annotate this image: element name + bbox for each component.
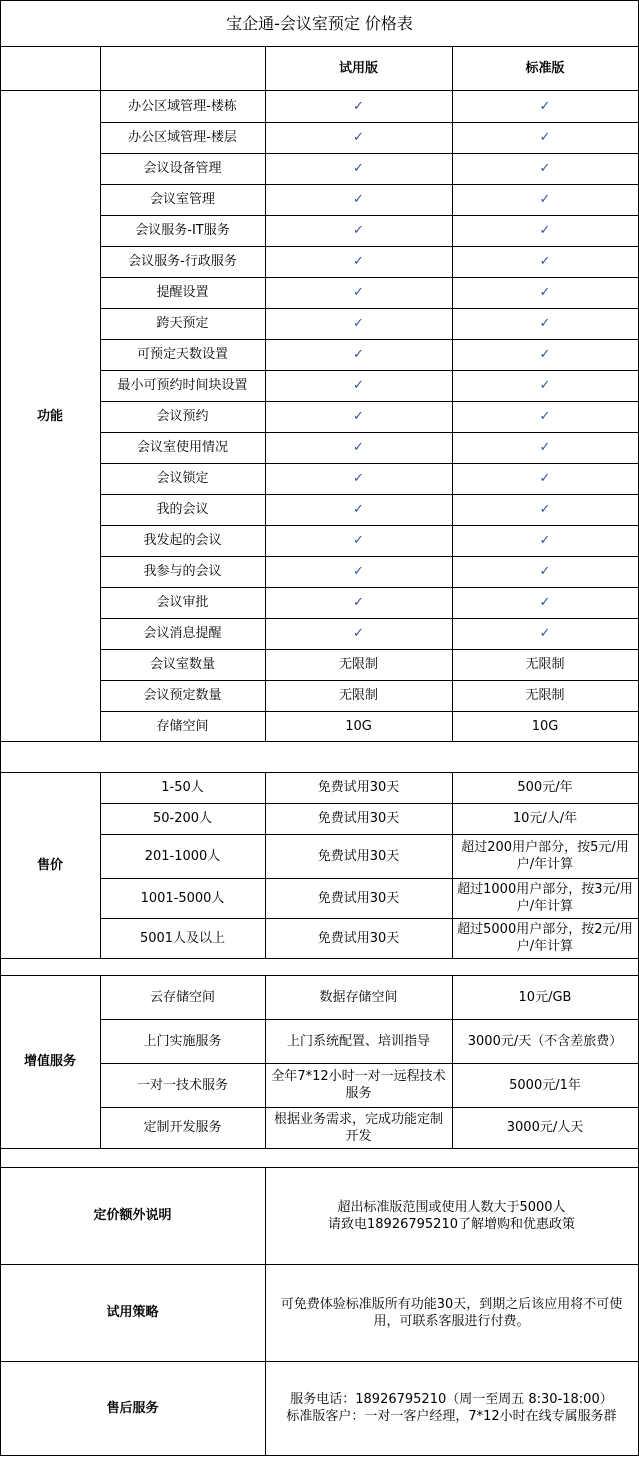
check-icon: ✓ xyxy=(539,409,551,424)
tier-name: 1001-5000人 xyxy=(140,890,225,906)
check-icon: ✓ xyxy=(539,595,551,610)
check-icon: ✓ xyxy=(539,564,551,579)
check-icon: ✓ xyxy=(353,533,364,548)
note-line: 超出标准版范围或使用人数大于5000人 xyxy=(337,1199,566,1215)
grid-line xyxy=(0,975,1,1149)
feature-value-standard: 无限制 xyxy=(525,657,565,672)
grid-line xyxy=(0,958,1,976)
check-icon: ✓ xyxy=(539,316,551,331)
service-name: 一对一技术服务 xyxy=(136,1077,228,1093)
check-icon: ✓ xyxy=(539,223,551,238)
tier-trial-price: 免费试用30天 xyxy=(317,930,400,946)
grid-line xyxy=(0,772,1,959)
check-icon: ✓ xyxy=(539,502,551,517)
grid-line xyxy=(0,1148,1,1168)
service-price: 10元/GB xyxy=(518,989,572,1005)
feature-name: 我发起的会议 xyxy=(143,533,222,548)
grid-line xyxy=(100,975,101,1149)
check-icon: ✓ xyxy=(353,130,364,145)
feature-name: 会议室管理 xyxy=(149,192,215,207)
grid-line xyxy=(0,0,639,1)
service-name: 云存储空间 xyxy=(149,989,215,1005)
check-icon: ✓ xyxy=(353,409,364,424)
note-content xyxy=(265,1167,638,1264)
service-price: 5000元/1年 xyxy=(509,1077,581,1093)
feature-name: 会议消息提醒 xyxy=(143,626,222,641)
grid-line xyxy=(452,90,453,742)
feature-name: 我的会议 xyxy=(156,502,209,517)
check-icon: ✓ xyxy=(539,161,551,176)
check-icon: ✓ xyxy=(539,471,551,486)
note-line: 请致电18926795210了解增购和优惠政策 xyxy=(328,1216,575,1232)
check-icon: ✓ xyxy=(539,626,551,641)
grid-line xyxy=(0,1148,639,1149)
tier-trial-price: 免费试用30天 xyxy=(317,811,400,826)
check-icon: ✓ xyxy=(353,347,364,362)
tier-trial-price: 免费试用30天 xyxy=(317,890,400,906)
check-icon: ✓ xyxy=(353,564,364,579)
check-icon: ✓ xyxy=(353,99,364,114)
check-icon: ✓ xyxy=(539,533,551,548)
grid-line xyxy=(265,772,266,959)
feature-name: 会议设备管理 xyxy=(143,161,222,176)
feature-name: 会议锁定 xyxy=(156,471,209,486)
check-icon: ✓ xyxy=(353,316,364,331)
feature-name: 会议预定数量 xyxy=(143,688,222,703)
grid-line xyxy=(0,1264,1,1362)
note-content xyxy=(265,1361,638,1455)
feature-name: 可预定天数设置 xyxy=(136,347,228,362)
feature-value-standard: 无限制 xyxy=(525,688,565,703)
section-label-features: 功能 xyxy=(36,408,63,424)
feature-name: 提醒设置 xyxy=(156,285,209,300)
feature-value-standard: 10G xyxy=(531,719,559,734)
check-icon: ✓ xyxy=(539,440,551,455)
tier-standard-price: 10元/人/年 xyxy=(512,811,578,826)
feature-name: 会议审批 xyxy=(156,595,209,610)
check-icon: ✓ xyxy=(353,626,364,641)
feature-name: 会议服务-行政服务 xyxy=(128,254,237,269)
check-icon: ✓ xyxy=(353,161,364,176)
section-label-value-added: 增值服务 xyxy=(23,1054,76,1069)
grid-line xyxy=(100,90,101,742)
tier-trial-price: 免费试用30天 xyxy=(317,780,400,795)
check-icon: ✓ xyxy=(539,192,551,207)
check-icon: ✓ xyxy=(539,378,551,393)
grid-line xyxy=(265,1167,266,1265)
grid-line xyxy=(0,1361,1,1456)
check-icon: ✓ xyxy=(353,595,364,610)
check-icon: ✓ xyxy=(353,285,364,300)
check-icon: ✓ xyxy=(353,440,364,455)
check-icon: ✓ xyxy=(539,285,551,300)
tier-name: 50-200人 xyxy=(152,811,213,826)
service-desc: 数据存储空间 xyxy=(319,989,398,1005)
note-label: 售后服务 xyxy=(106,1400,159,1416)
check-icon: ✓ xyxy=(539,130,551,145)
feature-name: 会议服务-IT服务 xyxy=(135,223,230,238)
check-icon: ✓ xyxy=(539,99,551,114)
column-header-standard: 标准版 xyxy=(525,61,565,76)
note-label: 定价额外说明 xyxy=(93,1208,172,1223)
check-icon: ✓ xyxy=(353,223,364,238)
check-icon: ✓ xyxy=(353,378,364,393)
service-desc: 根据业务需求，完成功能定制开发 xyxy=(273,1111,443,1144)
grid-line xyxy=(452,975,453,1149)
feature-name: 会议室使用情况 xyxy=(136,440,228,455)
service-price: 3000元/天（不含差旅费） xyxy=(467,1033,623,1049)
grid-line xyxy=(265,975,266,1149)
grid-line xyxy=(265,46,266,91)
note-line: 标准版客户：一对一客户经理，7*12小时在线专属服务群 xyxy=(286,1409,617,1424)
grid-line xyxy=(0,1455,639,1456)
grid-line xyxy=(0,46,1,91)
tier-standard-price: 超过1000用户部分，按3元/用户/年计算 xyxy=(457,882,633,914)
feature-name: 办公区域管理-楼栋 xyxy=(128,99,237,114)
check-icon: ✓ xyxy=(353,471,364,486)
tier-name: 1-50人 xyxy=(161,780,204,795)
feature-name: 办公区域管理-楼层 xyxy=(128,130,237,145)
feature-value-trial: 无限制 xyxy=(338,688,378,703)
grid-line xyxy=(0,741,639,742)
grid-line xyxy=(100,46,101,91)
service-desc: 全年7*12小时一对一远程技术服务 xyxy=(271,1069,446,1101)
check-icon: ✓ xyxy=(539,347,551,362)
tier-name: 5001人及以上 xyxy=(139,930,226,946)
section-label-pricing: 售价 xyxy=(36,857,63,873)
grid-line xyxy=(452,772,453,959)
feature-name: 存储空间 xyxy=(156,719,209,734)
service-price: 3000元/人天 xyxy=(506,1120,584,1135)
tier-standard-price: 超过200用户部分，按5元/用户/年计算 xyxy=(461,840,629,872)
tier-trial-price: 免费试用30天 xyxy=(317,848,400,864)
feature-value-trial: 10G xyxy=(345,719,372,734)
note-content xyxy=(265,1264,638,1361)
note-line: 可免费体验标准版所有功能30天，到期之后该应用将不可使用，可联系客服进行付费。 xyxy=(280,1296,623,1329)
feature-value-trial: 无限制 xyxy=(338,657,378,672)
note-line: 服务电话：18926795210（周一至周五 8:30-18:00） xyxy=(290,1392,613,1407)
grid-line xyxy=(0,90,1,742)
feature-name: 跨天预定 xyxy=(156,316,209,331)
tier-standard-price: 超过5000用户部分，按2元/用户/年计算 xyxy=(457,922,633,954)
page-title: 宝企通-会议室预定 价格表 xyxy=(226,13,413,33)
column-header-trial: 试用版 xyxy=(338,61,378,76)
check-icon: ✓ xyxy=(353,192,364,207)
feature-name: 我参与的会议 xyxy=(143,564,222,579)
check-icon: ✓ xyxy=(539,254,551,269)
check-icon: ✓ xyxy=(353,502,364,517)
grid-line xyxy=(265,1264,266,1362)
grid-line xyxy=(0,1167,1,1265)
service-name: 定制开发服务 xyxy=(143,1120,222,1135)
feature-name: 会议预约 xyxy=(156,409,209,424)
grid-line xyxy=(452,46,453,91)
feature-name: 会议室数量 xyxy=(149,657,215,672)
grid-line xyxy=(0,958,639,959)
grid-line xyxy=(0,741,1,773)
grid-line xyxy=(265,1361,266,1456)
grid-line xyxy=(265,90,266,742)
grid-line xyxy=(100,772,101,959)
check-icon: ✓ xyxy=(353,254,364,269)
service-desc: 上门系统配置、培训指导 xyxy=(286,1033,430,1049)
service-name: 上门实施服务 xyxy=(143,1033,222,1049)
feature-name: 最小可预约时间块设置 xyxy=(117,378,248,393)
note-label: 试用策略 xyxy=(106,1305,159,1320)
tier-standard-price: 500元/年 xyxy=(517,780,573,795)
grid-line xyxy=(0,0,1,47)
tier-name: 201-1000人 xyxy=(144,848,221,864)
